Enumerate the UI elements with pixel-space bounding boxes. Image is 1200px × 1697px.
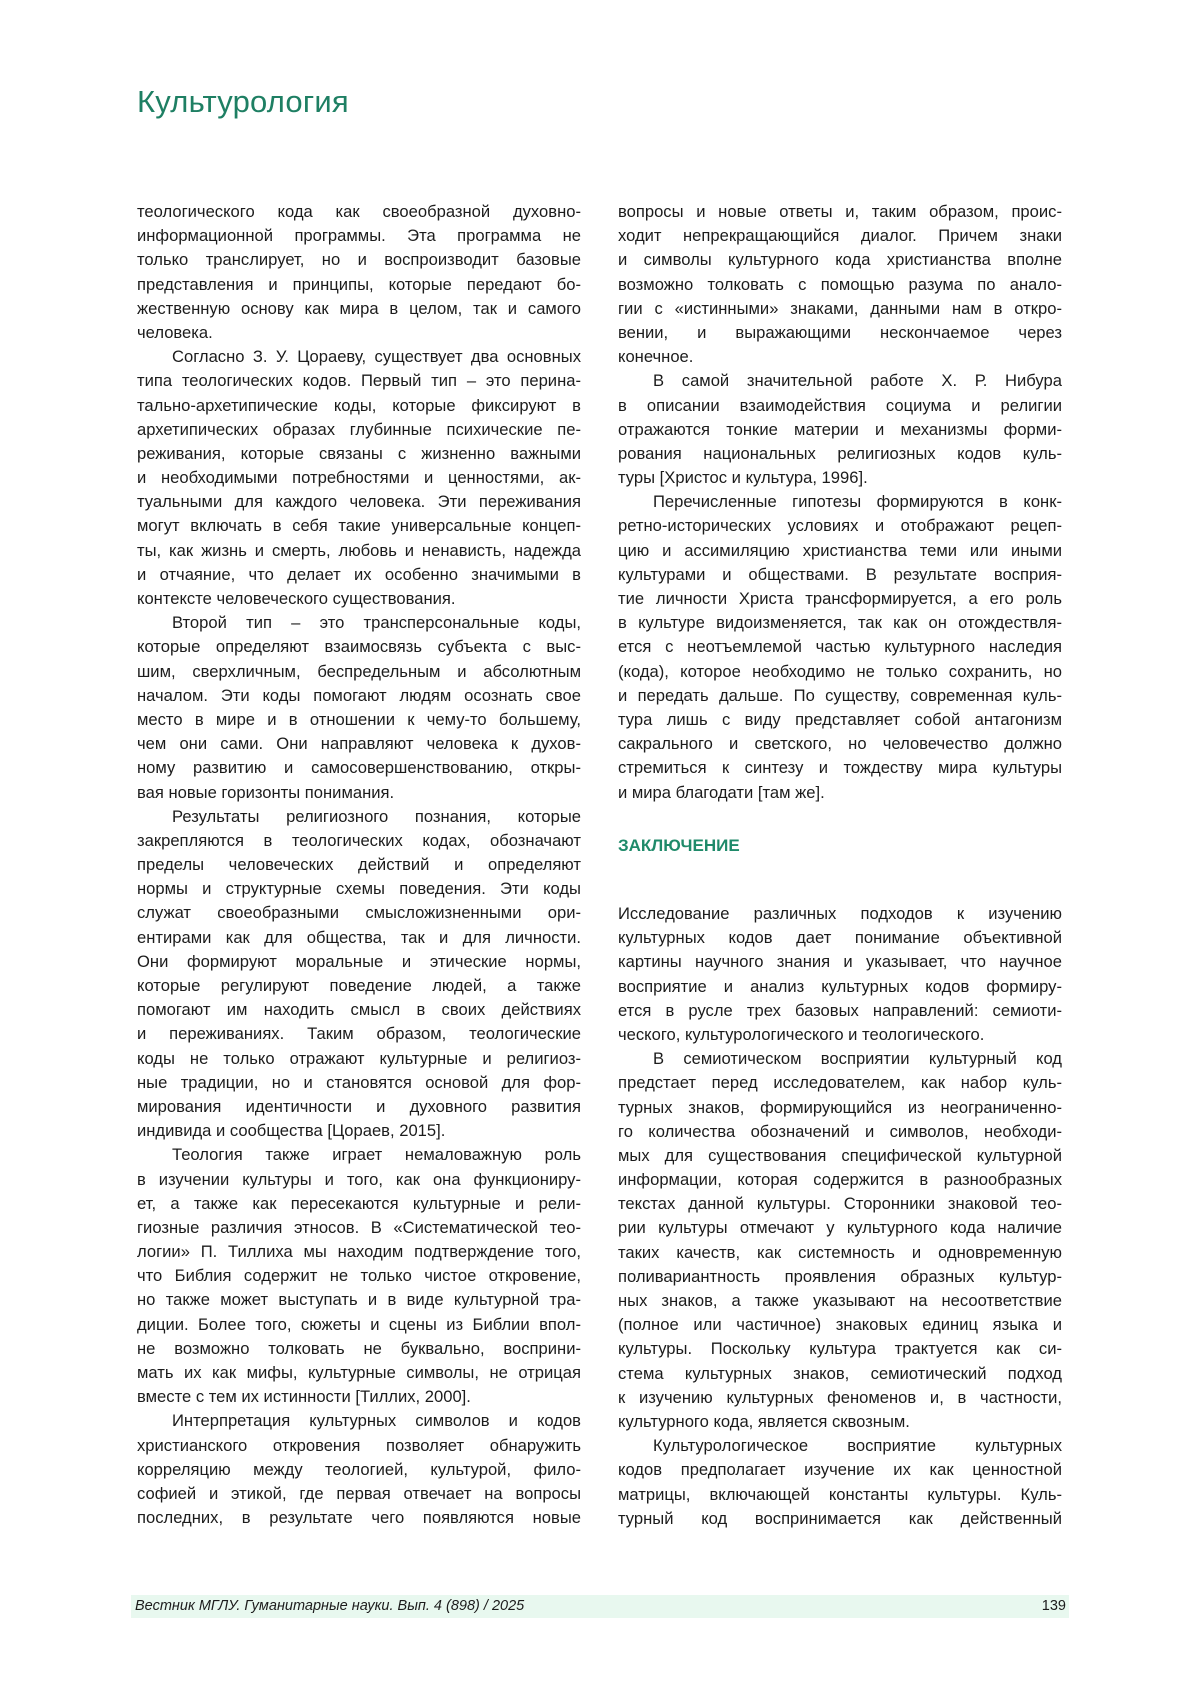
right-column-bottom bbox=[618, 902, 1062, 1531]
text-line: Перечисленные гипотезы формируются в конк- bbox=[618, 490, 1062, 514]
text-line: информации, которая содержится в разнообразных bbox=[618, 1168, 1062, 1192]
text-line: но также может выступать и в виде культурной тра- bbox=[137, 1288, 581, 1312]
text-line: турный код воспринимается как действенный bbox=[618, 1507, 1062, 1531]
text-line: ческого, культурологического и теологического. bbox=[618, 1023, 1062, 1047]
text-line: культуры. Поскольку культура трактуется как си- bbox=[618, 1337, 1062, 1361]
text-line: информационной программы. Эта программа не bbox=[137, 224, 581, 248]
text-line: Они формируют моральные и этические нормы, bbox=[137, 950, 581, 974]
text-line: корреляцию между теологией, культурой, фило- bbox=[137, 1458, 581, 1482]
text-line: и мира благодати [там же]. bbox=[618, 781, 1062, 805]
text-line: индивида и сообщества [Цораев, 2015]. bbox=[137, 1119, 581, 1143]
journal-citation: Вестник МГЛУ. Гуманитарные науки. Вып. 4 (898) / 2025 bbox=[135, 1598, 524, 1614]
text-line: ется в русле трех базовых направлений: семиоти- bbox=[618, 999, 1062, 1023]
conclusion-heading: ЗАКЛЮЧЕНИЕ bbox=[618, 836, 740, 856]
text-line: последних, в результате чего появляются новые bbox=[137, 1506, 581, 1530]
text-line: (кода), которое необходимо не только сохранить, но bbox=[618, 660, 1062, 684]
text-line: нормы и структурные схемы поведения. Эти коды bbox=[137, 877, 581, 901]
text-line: вении, и выражающими нескончаемое через bbox=[618, 321, 1062, 345]
text-line: стема культурных знаков, семиотический подход bbox=[618, 1362, 1062, 1386]
text-line: пределы человеческих действий и определяют bbox=[137, 853, 581, 877]
text-line: конечное. bbox=[618, 345, 1062, 369]
text-line: таких качеств, как системность и одновременную bbox=[618, 1241, 1062, 1265]
text-line: культурных кодов дает понимание объективной bbox=[618, 926, 1062, 950]
text-line: в культуре видоизменяется, так как он отождествля- bbox=[618, 611, 1062, 635]
text-line: цию и ассимиляцию христианства теми или иными bbox=[618, 539, 1062, 563]
text-line: теологического кода как своеобразной духовно- bbox=[137, 200, 581, 224]
text-line: к изучению культурных феноменов и, в частности, bbox=[618, 1386, 1062, 1410]
text-line: чем они сами. Они направляют человека к духов- bbox=[137, 732, 581, 756]
text-line: и передать дальше. По существу, современная куль- bbox=[618, 684, 1062, 708]
text-line: Культурологическое восприятие культурных bbox=[618, 1434, 1062, 1458]
text-line: В семиотическом восприятии культурный код bbox=[618, 1047, 1062, 1071]
text-line: кодов предполагает изучение их как ценностной bbox=[618, 1458, 1062, 1482]
text-line: гиозные различия этносов. В «Систематической тео- bbox=[137, 1216, 581, 1240]
text-line: матрицы, включающей константы культуры. Куль- bbox=[618, 1483, 1062, 1507]
text-line: что Библия содержит не только чистое откровение, bbox=[137, 1264, 581, 1288]
text-line: Исследование различных подходов к изучению bbox=[618, 902, 1062, 926]
text-line: Теология также играет немаловажную роль bbox=[137, 1143, 581, 1167]
text-line: туры [Христос и культура, 1996]. bbox=[618, 466, 1062, 490]
text-line: вая новые горизонты понимания. bbox=[137, 781, 581, 805]
text-line: картины научного знания и указывает, что научное bbox=[618, 950, 1062, 974]
text-line: рии культуры отмечают у культурного кода наличие bbox=[618, 1216, 1062, 1240]
text-line: началом. Эти коды помогают людям осознать свое bbox=[137, 684, 581, 708]
section-title: Культурология bbox=[137, 84, 349, 120]
text-line: и переживаниях. Таким образом, теологические bbox=[137, 1022, 581, 1046]
text-line: ты, как жизнь и смерть, любовь и ненависть, надежда bbox=[137, 539, 581, 563]
text-line: культурного кода, является сквозным. bbox=[618, 1410, 1062, 1434]
text-line: текстах данной культуры. Сторонники знаковой тео- bbox=[618, 1192, 1062, 1216]
text-line: восприятие и анализ культурных кодов формиру- bbox=[618, 975, 1062, 999]
text-line: помогают им находить смысл в своих действиях bbox=[137, 998, 581, 1022]
text-line: ному развитию и самосовершенствованию, откры- bbox=[137, 756, 581, 780]
text-line: могут включать в себя такие универсальные концеп- bbox=[137, 514, 581, 538]
text-line: вопросы и новые ответы и, таким образом, проис- bbox=[618, 200, 1062, 224]
text-line: которые регулируют поведение людей, а также bbox=[137, 974, 581, 998]
text-line: тие личности Христа трансформируется, а его роль bbox=[618, 587, 1062, 611]
text-line: реживания, которые связаны с жизненно важными bbox=[137, 442, 581, 466]
text-line: и отчаяние, что делает их особенно значимыми в bbox=[137, 563, 581, 587]
text-line: софией и этикой, где первая отвечает на вопросы bbox=[137, 1482, 581, 1506]
text-line: в изучении культуры и того, как она функциониру- bbox=[137, 1168, 581, 1192]
text-line: стремиться к синтезу и тождеству мира культуры bbox=[618, 756, 1062, 780]
text-line: предстает перед исследователем, как набор куль- bbox=[618, 1071, 1062, 1095]
text-line: ентирами как для общества, так и для личности. bbox=[137, 926, 581, 950]
text-line: тура лишь с виду представляет собой антагонизм bbox=[618, 708, 1062, 732]
text-line: христианского откровения позволяет обнаружить bbox=[137, 1434, 581, 1458]
text-line: Второй тип – это трансперсональные коды, bbox=[137, 611, 581, 635]
text-line: закрепляются в теологических кодах, обозначают bbox=[137, 829, 581, 853]
text-line: сакрального и светского, но человечество должно bbox=[618, 732, 1062, 756]
text-line: го количества обозначений и символов, необходи- bbox=[618, 1120, 1062, 1144]
text-line: В самой значительной работе Х. Р. Нибура bbox=[618, 369, 1062, 393]
text-line: туальными для каждого человека. Эти переживания bbox=[137, 490, 581, 514]
text-line: коды не только отражают культурные и религиоз- bbox=[137, 1047, 581, 1071]
text-line: отражаются тонкие материи и механизмы форми- bbox=[618, 418, 1062, 442]
text-line: ных знаков, а также указывают на несоответствие bbox=[618, 1289, 1062, 1313]
text-line: Результаты религиозного познания, которые bbox=[137, 805, 581, 829]
right-column-top bbox=[618, 200, 1062, 805]
text-line: и необходимыми потребностями и ценностями, ак- bbox=[137, 466, 581, 490]
text-line: Согласно З. У. Цораеву, существует два основных bbox=[137, 345, 581, 369]
text-line: человека. bbox=[137, 321, 581, 345]
page-number: 139 bbox=[1042, 1598, 1066, 1614]
text-line: в описании взаимодействия социума и религии bbox=[618, 394, 1062, 418]
text-line: поливариантность проявления образных культур- bbox=[618, 1265, 1062, 1289]
text-line: типа теологических кодов. Первый тип – это перина- bbox=[137, 369, 581, 393]
text-line: турных знаков, формирующийся из неограниченно- bbox=[618, 1096, 1062, 1120]
text-line: представления и принципы, которые передают бо- bbox=[137, 273, 581, 297]
text-line: мых для существования специфической культурной bbox=[618, 1144, 1062, 1168]
text-line: ется с неотъемлемой частью культурного наследия bbox=[618, 635, 1062, 659]
text-line: (полное или частичное) знаковых единиц языка и bbox=[618, 1313, 1062, 1337]
text-line: которые определяют взаимосвязь субъекта с выс- bbox=[137, 635, 581, 659]
text-line: культурами и обществами. В результате восприя- bbox=[618, 563, 1062, 587]
text-line: и символы культурного кода христианства вполне bbox=[618, 248, 1062, 272]
text-line: мать их как мифы, культурные символы, не отрицая bbox=[137, 1361, 581, 1385]
text-line: диции. Более того, сюжеты и сцены из Библии впол- bbox=[137, 1313, 581, 1337]
text-line: только транслирует, но и воспроизводит базовые bbox=[137, 248, 581, 272]
text-line: жественную основу как мира в целом, так и самого bbox=[137, 297, 581, 321]
text-line: место в мире и в отношении к чему-то большему, bbox=[137, 708, 581, 732]
footer-band bbox=[131, 1595, 1069, 1618]
text-line: гии с «истинными» знаками, данными нам в откро- bbox=[618, 297, 1062, 321]
text-line: служат своеобразными смысложизненными ори- bbox=[137, 901, 581, 925]
text-line: мирования идентичности и духовного развития bbox=[137, 1095, 581, 1119]
text-line: вместе с тем их истинности [Тиллих, 2000]. bbox=[137, 1385, 581, 1409]
text-line: ходит непрекращающийся диалог. Причем знаки bbox=[618, 224, 1062, 248]
left-column bbox=[137, 200, 581, 1530]
text-line: ретно-исторических условиях и отображают рецеп- bbox=[618, 514, 1062, 538]
text-line: тально-архетипические коды, которые фиксируют в bbox=[137, 394, 581, 418]
text-line: архетипических образах глубинные психические пе- bbox=[137, 418, 581, 442]
text-line: рования национальных религиозных кодов куль- bbox=[618, 442, 1062, 466]
text-line: возможно толковать с помощью разума по анало- bbox=[618, 273, 1062, 297]
text-line: контексте человеческого существования. bbox=[137, 587, 581, 611]
text-line: логии» П. Тиллиха мы находим подтверждение того, bbox=[137, 1240, 581, 1264]
text-line: ные традиции, но и становятся основой для фор- bbox=[137, 1071, 581, 1095]
text-line: Интерпретация культурных символов и кодов bbox=[137, 1409, 581, 1433]
text-line: ет, а также как пересекаются культурные и рели- bbox=[137, 1192, 581, 1216]
text-line: шим, сверхличным, беспредельным и абсолютным bbox=[137, 660, 581, 684]
text-line: не возможно толковать не буквально, восприни- bbox=[137, 1337, 581, 1361]
